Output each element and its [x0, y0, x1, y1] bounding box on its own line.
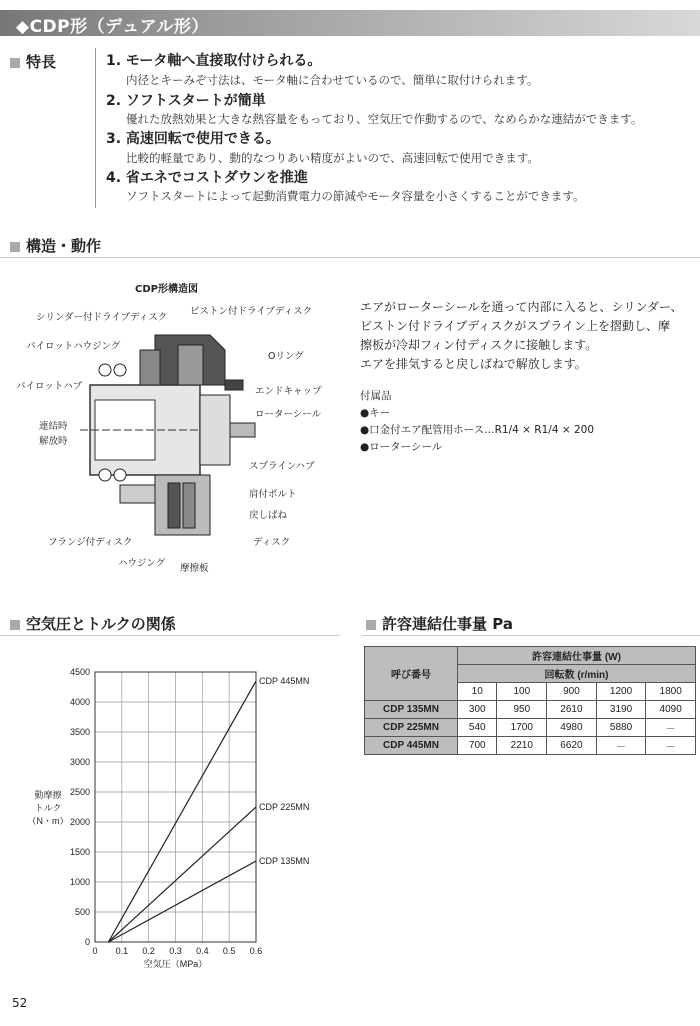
feature-title-2: 2. ソフトスタートが簡単 — [106, 93, 266, 109]
feature-title-4: 4. 省エネでコストダウンを推進 — [106, 170, 308, 186]
x-tick-label: 0.3 — [169, 946, 182, 956]
x-tick-label: 0.4 — [196, 946, 209, 956]
label-housing: ハウジング — [118, 558, 166, 569]
table-model: CDP 445MN — [365, 737, 458, 755]
y-tick-label: 500 — [74, 907, 90, 917]
table-row — [365, 737, 696, 755]
table-cell: － — [646, 719, 696, 737]
x-tick-label: 0 — [92, 946, 98, 956]
table-cell: 950 — [497, 701, 547, 719]
page-title: ◆CDP形（デュアル形） — [16, 17, 209, 37]
accessories — [360, 388, 594, 456]
capacity-table — [364, 646, 696, 755]
label-friction-plate: 摩擦板 — [180, 563, 209, 574]
y-axis-label: 動摩擦 — [34, 790, 62, 800]
table-cell: 540 — [458, 719, 497, 737]
feature-desc-3: 比較的軽量であり、動的なつりあい精度がよいので、高速回転で使用できます。 — [126, 151, 539, 165]
table-speed: 10 — [458, 683, 497, 701]
table-speed: 900 — [547, 683, 597, 701]
table-row — [365, 719, 696, 737]
structure-heading-text: 構造・動作 — [26, 237, 102, 255]
section-square-icon — [10, 620, 20, 630]
table-cell: 3190 — [596, 701, 646, 719]
table-heading — [366, 613, 513, 634]
table-header-model: 呼び番号 — [365, 647, 458, 701]
divider — [0, 257, 700, 258]
page-number: 52 — [12, 996, 28, 1010]
label-released: 解放時 — [39, 436, 68, 447]
series-label: CDP 445MN — [259, 676, 310, 686]
label-o-ring: Oリング — [268, 351, 304, 362]
label-disk: ディスク — [253, 537, 291, 548]
y-tick-label: 2500 — [69, 787, 90, 797]
y-tick-label: 3500 — [69, 727, 90, 737]
x-tick-label: 0.1 — [115, 946, 129, 956]
y-tick-label: 2000 — [69, 817, 90, 827]
table-header-speed: 回転数 (r/min) — [458, 665, 696, 683]
x-tick-label: 0.5 — [222, 946, 236, 956]
section-square-icon — [10, 242, 20, 252]
table-row — [365, 701, 696, 719]
x-tick-label: 0.6 — [249, 946, 263, 956]
label-piston-drive-disk: ピストン付ドライブディスク — [190, 306, 313, 317]
label-engaged: 連結時 — [39, 421, 68, 432]
accessory-item: ●ローターシール — [360, 441, 443, 453]
series-line — [108, 861, 256, 942]
label-flange-disk: フランジ付ディスク — [48, 537, 133, 548]
table-speed: 100 — [497, 683, 547, 701]
label-pilot-housing: パイロットハウジング — [26, 341, 121, 352]
diagram-title: CDP形構造図 — [135, 284, 198, 295]
description-line: エアがローターシールを通って内部に入ると、シリンダー、 — [360, 300, 683, 314]
torque-chart — [0, 660, 340, 970]
divider — [0, 635, 340, 636]
feature-title-1: 1. モータ軸へ直接取付けられる。 — [106, 53, 322, 69]
divider — [95, 48, 96, 208]
feature-desc-2: 優れた放熱効果と大きな熱容量をもっており、空気圧で作動するので、なめらかな連結ができます。 — [126, 112, 643, 126]
accessory-item: ●キー — [360, 407, 391, 419]
table-cell: 300 — [458, 701, 497, 719]
table-model: CDP 225MN — [365, 719, 458, 737]
table-cell: 4980 — [547, 719, 597, 737]
series-line — [108, 681, 256, 942]
feature-desc-4: ソフトスタートによって起動消費電力の節減やモータ容量を小さくすることができます。 — [126, 189, 585, 203]
series-line — [108, 807, 256, 942]
label-pilot-hub: パイロットハブ — [16, 381, 83, 392]
chart-heading — [10, 613, 176, 634]
description-line: ピストン付ドライブディスクがスプライン上を摺動し、摩 — [360, 319, 670, 333]
x-axis-label: 空気圧（MPa） — [143, 959, 208, 969]
y-tick-label: 1500 — [69, 847, 90, 857]
y-tick-label: 1000 — [69, 877, 90, 887]
section-square-icon — [366, 620, 376, 630]
feature-title-3: 3. 高速回転で使用できる。 — [106, 131, 280, 147]
structure-heading — [10, 235, 101, 256]
divider — [362, 635, 700, 636]
chart-heading-text: 空気圧とトルクの関係 — [26, 615, 176, 633]
table-cell: － — [596, 737, 646, 755]
table-cell: － — [646, 737, 696, 755]
label-cylinder-drive-disk: シリンダー付ドライブディスク — [36, 312, 168, 323]
table-speed: 1800 — [646, 683, 696, 701]
features-heading-text: 特長 — [26, 53, 57, 71]
accessory-item: ●口金付エア配管用ホース…R1/4 × R1/4 × 200 — [360, 424, 595, 436]
table-cell: 4090 — [646, 701, 696, 719]
table-model: CDP 135MN — [365, 701, 458, 719]
y-tick-label: 4000 — [69, 697, 90, 707]
features-heading — [10, 51, 56, 72]
y-axis-label: （N・m） — [27, 816, 69, 826]
table-speed: 1200 — [596, 683, 646, 701]
y-tick-label: 3000 — [69, 757, 90, 767]
y-tick-label: 4500 — [69, 667, 90, 677]
series-label: CDP 225MN — [259, 802, 310, 812]
section-square-icon — [10, 58, 20, 68]
description-line: 擦板が冷却フィン付ディスクに接触します。 — [360, 338, 598, 352]
table-heading-text: 許容連結仕事量 Pa — [382, 615, 513, 633]
label-spline-hub: スプラインハブ — [249, 461, 315, 472]
x-tick-label: 0.2 — [142, 946, 155, 956]
y-axis-label: トルク — [34, 803, 62, 813]
structure-description — [360, 298, 695, 374]
accessories-title: 付属品 — [360, 390, 392, 402]
label-shoulder-bolt: 肩付ボルト — [249, 489, 297, 500]
table-cell: 5880 — [596, 719, 646, 737]
table-cell: 1700 — [497, 719, 547, 737]
table-cell: 2610 — [547, 701, 597, 719]
label-rotor-seal: ローターシール — [255, 409, 322, 420]
table-header-capacity: 許容連結仕事量 (W) — [458, 647, 696, 665]
table-cell: 2210 — [497, 737, 547, 755]
label-return-spring: 戻しばね — [249, 510, 288, 521]
series-label: CDP 135MN — [259, 856, 310, 866]
table-cell: 6620 — [547, 737, 597, 755]
feature-desc-1: 内径とキーみぞ寸法は、モータ軸に合わせているので、簡単に取付けられます。 — [126, 73, 539, 87]
table-cell: 700 — [458, 737, 497, 755]
label-end-cap: エンドキャップ — [255, 386, 322, 397]
description-line: エアを排気すると戻しばねで解放します。 — [360, 357, 587, 371]
y-tick-label: 0 — [84, 937, 90, 947]
